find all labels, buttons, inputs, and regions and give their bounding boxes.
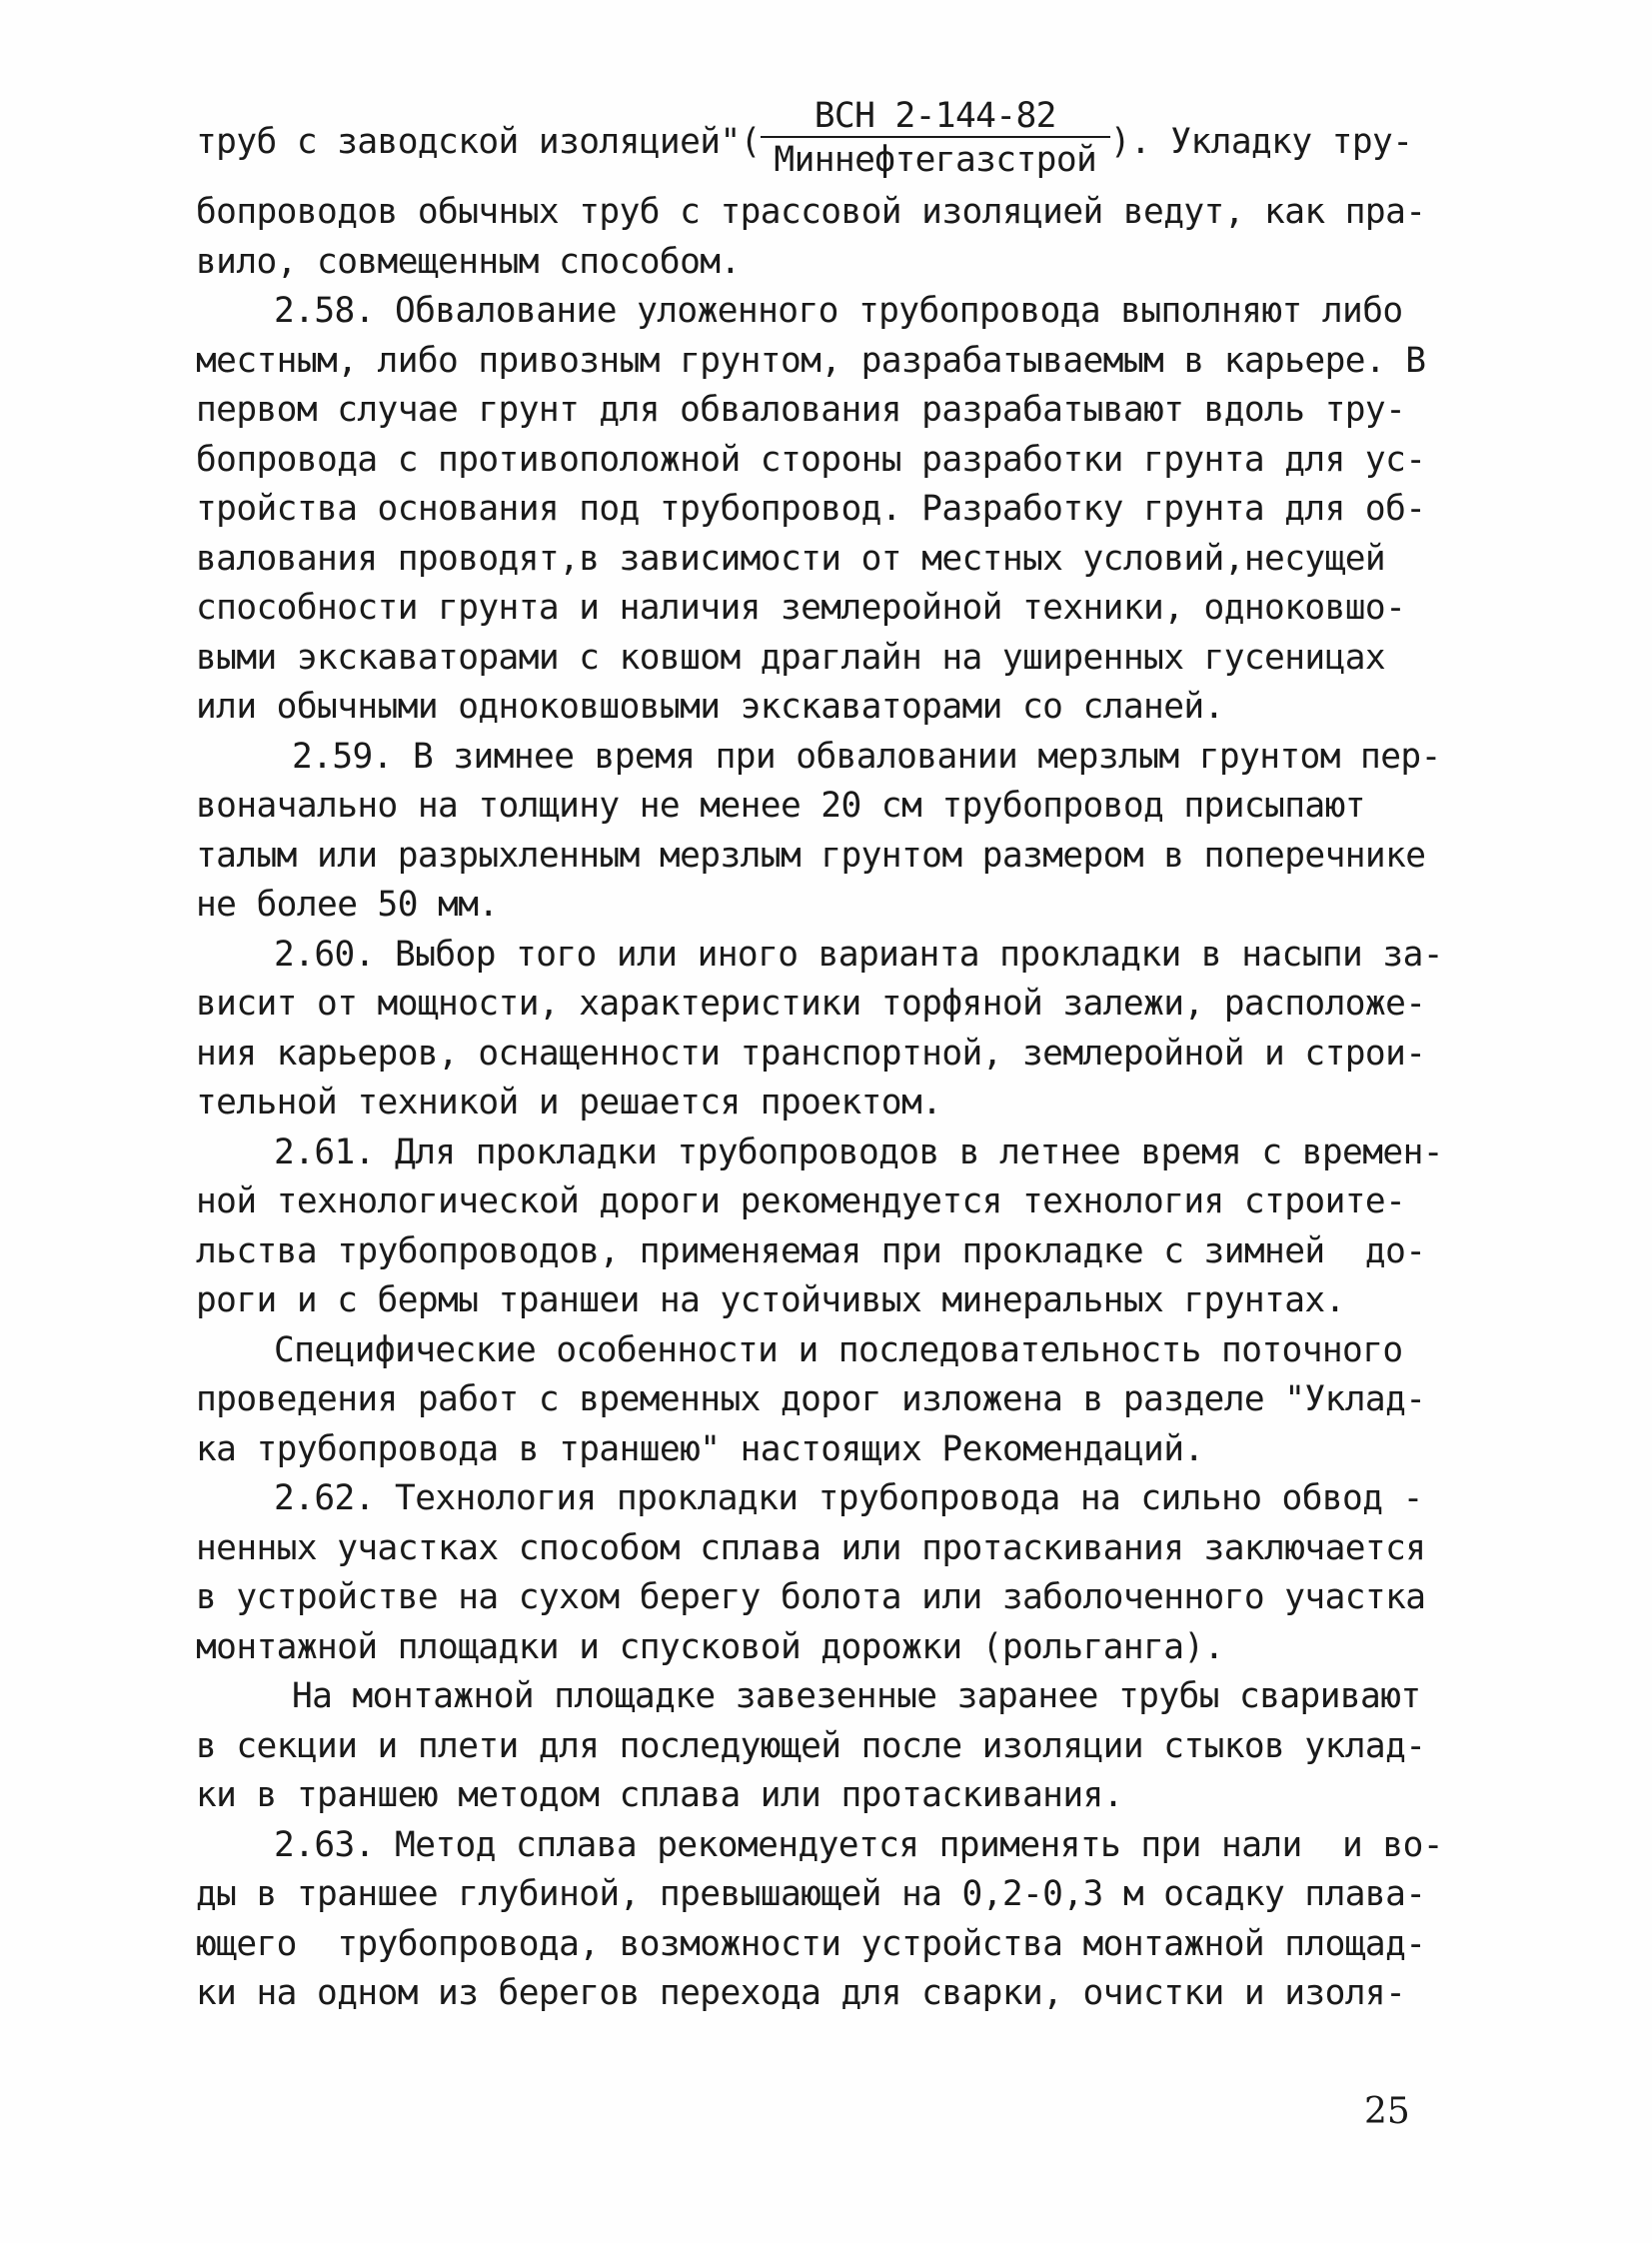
paragraph-2-61-start: 2.61. Для прокладки трубопроводов в летнее время с времен- [274, 1131, 1443, 1172]
fraction-numerator: ВСН 2-144-82 [761, 96, 1110, 138]
text-line: тельной техникой и решается проектом. [196, 1083, 942, 1122]
text-line: в секции и плети для последующей после изоляции стыков уклад- [196, 1725, 1426, 1766]
text-line: льства трубопроводов, применяемая при прокладке с зимней до- [196, 1230, 1426, 1271]
first-line-before: труб с заводской изоляцией"( [196, 122, 761, 162]
standard-reference-fraction [761, 96, 1110, 188]
first-line-after: ). Укладку тру- [1109, 122, 1413, 162]
paragraph-2-58-start: 2.58. Обвалование уложенного трубопровода выполняют либо [274, 291, 1403, 331]
text-line: или обычными одноковшовыми экскаваторами со сланей. [196, 687, 1224, 727]
text-line: ной технологической дороги рекомендуется технология строите- [196, 1181, 1406, 1221]
text-line: ненных участках способом сплава или протаскивания заключается [196, 1527, 1426, 1568]
text-line: ющего трубопровода, возможности устройства монтажной площад- [196, 1923, 1426, 1964]
text-line: ния карьеров, оснащенности транспортной, землеройной и строи- [196, 1033, 1426, 1074]
text-line: роги и с бермы траншеи на устойчивых минеральных грунтах. [196, 1280, 1345, 1320]
text-line: ка трубопровода в траншею" настоящих Рекомендаций. [196, 1428, 1204, 1469]
text-line: способности грунта и наличия землеройной техники, одноковшо- [196, 588, 1406, 628]
body-text [196, 96, 1465, 2019]
text-line: ки на одном из берегов перехода для сварки, очистки и изоля- [196, 1973, 1406, 2013]
text-line: висит от мощности, характеристики торфяной залежи, расположе- [196, 984, 1426, 1024]
text-line: валования проводят,в зависимости от местных условий,несущей [196, 538, 1386, 579]
text-line: ды в траншее глубиной, превышающей на 0,2-0,3 м осадку плава- [196, 1874, 1426, 1914]
fraction-denominator: Миннефтегазстрой [774, 140, 1097, 180]
text-line: талым или разрыхленным мерзлым грунтом размером в поперечнике [196, 835, 1426, 876]
page-number: 25 [1364, 2091, 1410, 2132]
text-line: не более 50 мм. [196, 885, 499, 925]
paragraph-2-60-start: 2.60. Выбор того или иного варианта прокладки в насыпи за- [274, 934, 1443, 975]
paragraph-assembly-start: На монтажной площадке завезенные заранее трубы сваривают [292, 1676, 1421, 1716]
text-line: тройства основания под трубопровод. Разработку грунта для об- [196, 489, 1426, 529]
text-line: вило, совмещенным способом. [196, 241, 741, 282]
text-line: монтажной площадки и спусковой дорожки (рольганга). [196, 1626, 1224, 1667]
text-line: бопровода с противоположной стороны разработки грунта для ус- [196, 439, 1426, 480]
text-line: первом случае грунт для обвалования разрабатывают вдоль тру- [196, 390, 1406, 430]
text-line: ки в траншею методом сплава или протаскивания. [196, 1775, 1123, 1815]
paragraph-2-62-start: 2.62. Технология прокладки трубопровода на сильно обвод - [274, 1478, 1423, 1518]
paragraph-specific-start: Специфические особенности и последовательность поточного [274, 1329, 1403, 1370]
text-line: воначально на толщину не менее 20 см трубопровод присыпают [196, 786, 1365, 826]
paragraph-2-59-start: 2.59. В зимнее время при обваловании мерзлым грунтом пер- [292, 736, 1441, 777]
text-line: бопроводов обычных труб с трассовой изоляцией ведут, как пра- [196, 192, 1426, 232]
text-line: местным, либо привозным грунтом, разрабатываемым в карьере. В [196, 340, 1426, 381]
text-line: проведения работ с временных дорог изложена в разделе "Уклад- [196, 1379, 1426, 1419]
text-line: в устройстве на сухом берегу болота или заболоченного участка [196, 1577, 1426, 1617]
first-line [196, 96, 1465, 188]
paragraph-2-63-start: 2.63. Метод сплава рекомендуется применять при нали и во- [274, 1824, 1443, 1865]
text-line: выми экскаваторами с ковшом драглайн на уширенных гусеницах [196, 637, 1386, 678]
